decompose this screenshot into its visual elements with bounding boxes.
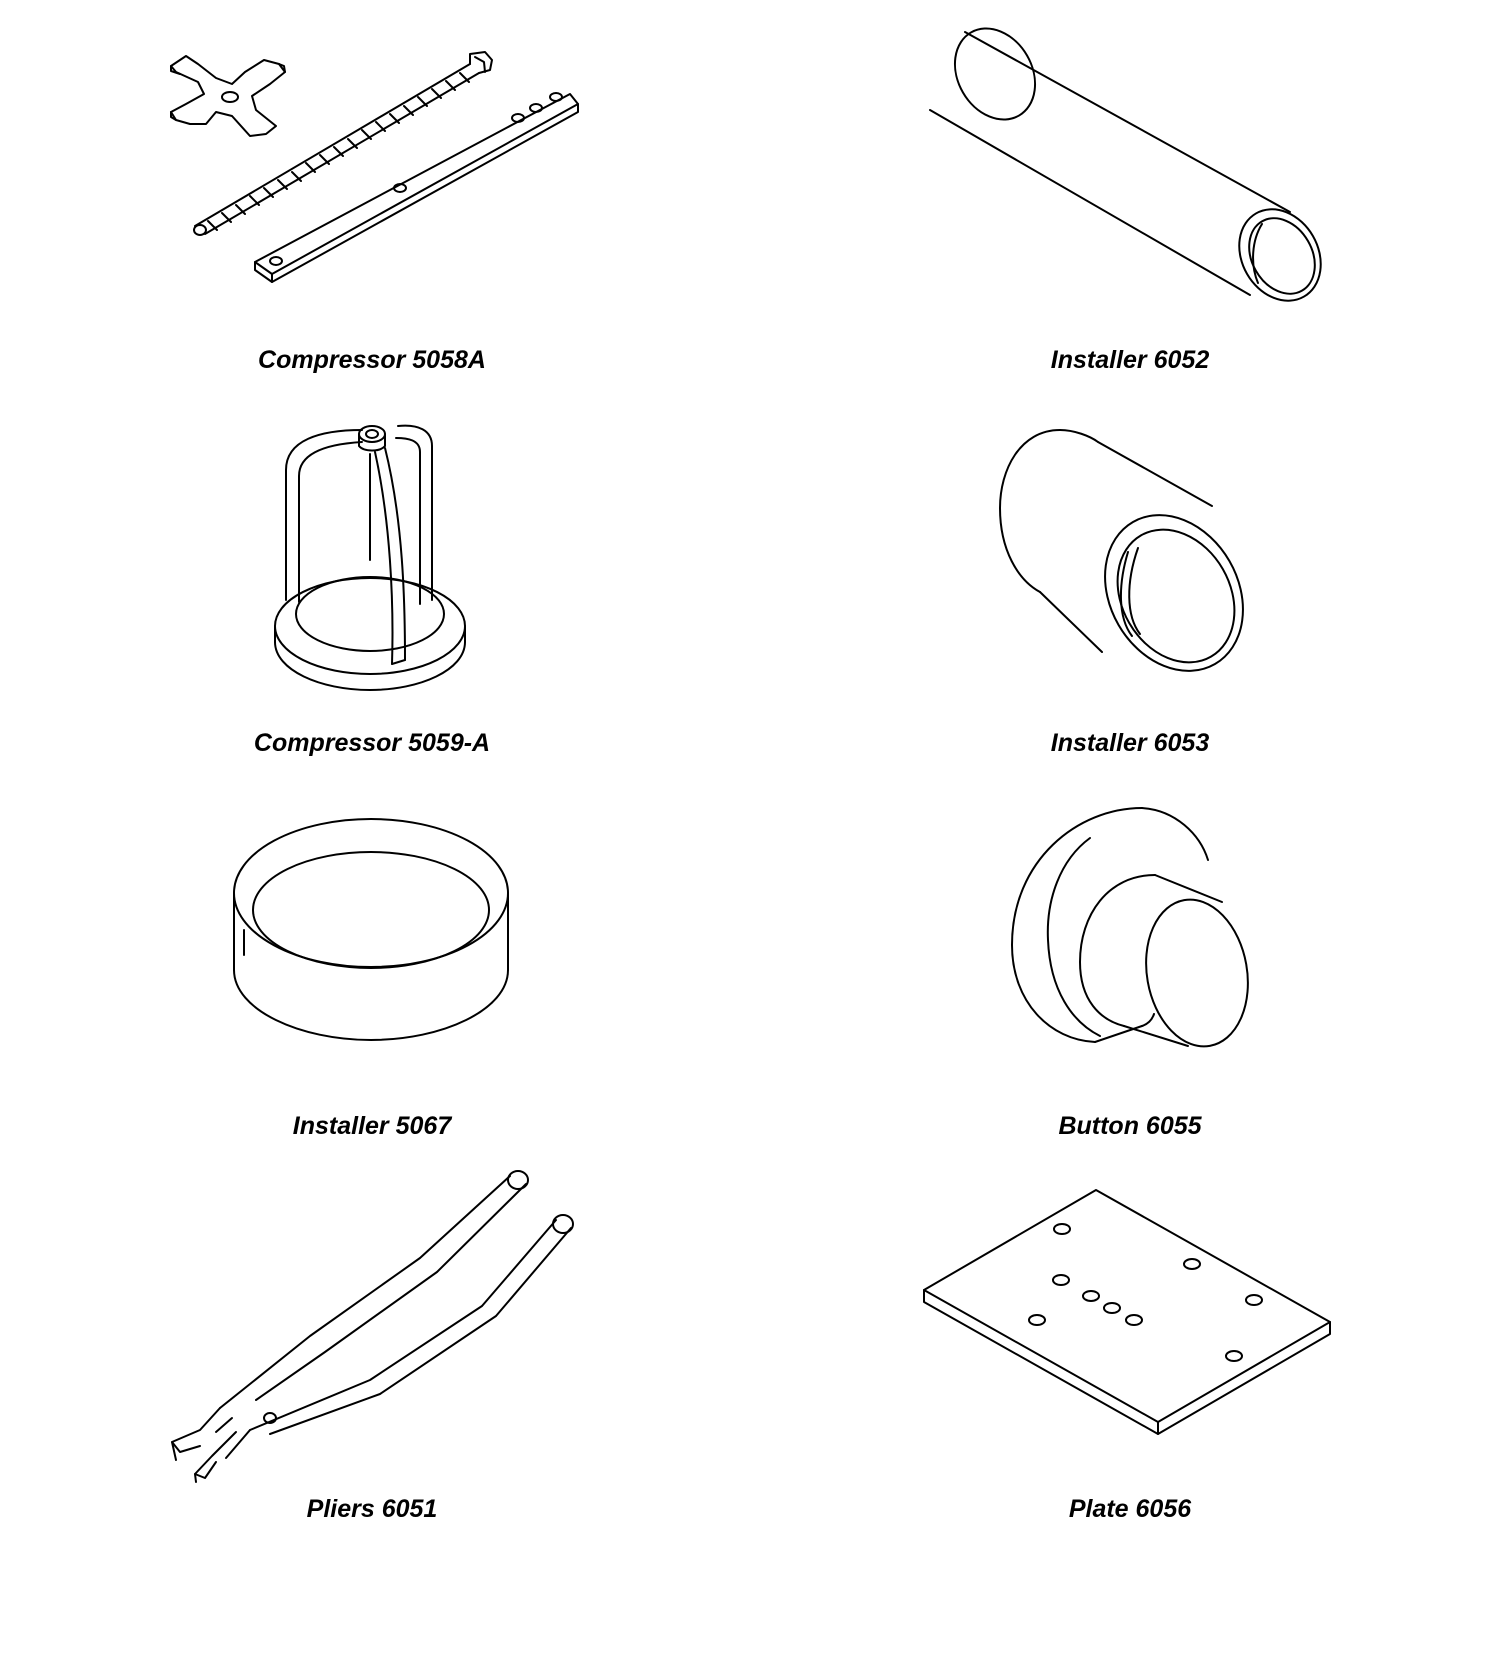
compressor-5058a-drawing — [171, 52, 578, 282]
installer-6053-caption: Installer 6053 — [1050, 729, 1210, 757]
compressor-5059a-drawing — [275, 426, 465, 690]
plate-6056-drawing — [924, 1190, 1330, 1434]
compressor-5059a-caption: Compressor 5059-A — [253, 729, 491, 757]
compressor-5058a-caption: Compressor 5058A — [258, 346, 486, 374]
installer-6052-drawing — [930, 14, 1337, 316]
button-6055-drawing — [1012, 808, 1259, 1055]
pliers-6051-caption: Pliers 6051 — [306, 1495, 438, 1523]
pliers-6051-drawing — [172, 1171, 573, 1482]
installer-5067-caption: Installer 5067 — [292, 1112, 452, 1140]
cross-plate — [171, 56, 285, 136]
plate-6056-caption: Plate 6056 — [1068, 1495, 1192, 1523]
installer-6052-caption: Installer 6052 — [1050, 346, 1210, 374]
flat-bar — [255, 93, 578, 282]
threaded-rod — [194, 52, 492, 235]
button-6055-caption: Button 6055 — [1058, 1112, 1202, 1140]
installer-5067-drawing — [234, 819, 508, 1040]
installer-6053-drawing — [1000, 430, 1270, 696]
